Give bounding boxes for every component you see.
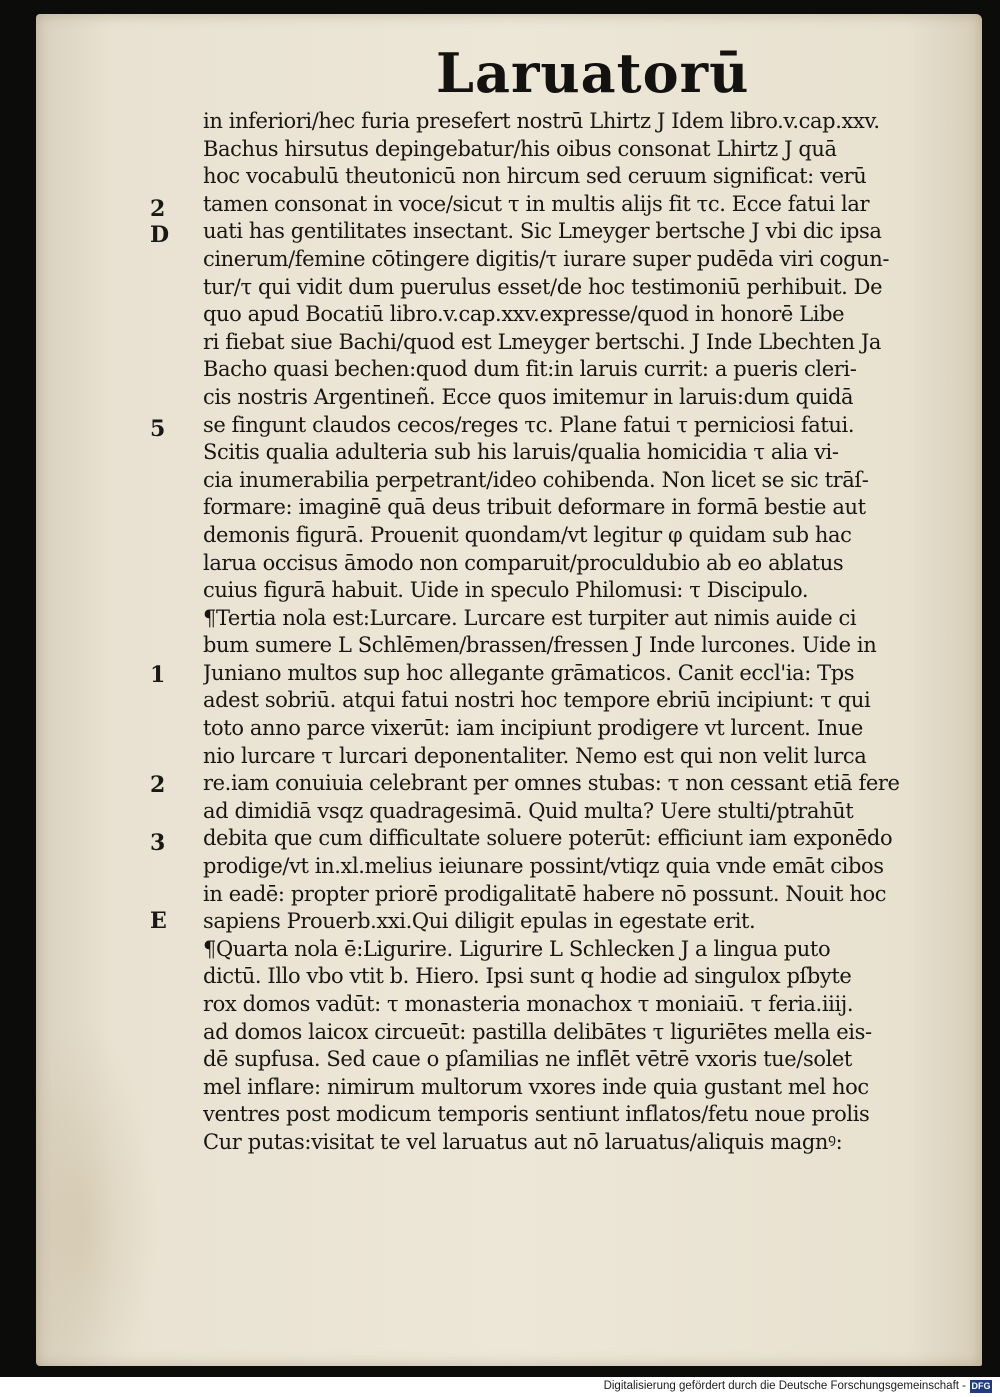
text-line: cinerum/femine cōtingere digitis/τ iurare super pudēda viri cogun- <box>203 246 890 271</box>
text-line: se fingunt claudos cecos/reges τc. Plane fatui τ perniciosi fatui. <box>203 412 855 437</box>
margin-note-3: 5 <box>150 416 166 442</box>
text-line: Bachus hirsutus depingebatur/his oibus consonat Lhirtz J quā <box>203 136 837 161</box>
text-line: Scitis qualia adulteria sub his laruis/qualia homicidia τ alia vi- <box>203 440 839 465</box>
text-line: in inferiori/hec furia presefert nostrū Lhirtz J Idem libro.v.cap.xxv. <box>203 109 880 133</box>
text-line: debita que cum difficultate soluere poterūt: efficiunt iam exponēdo <box>203 826 893 851</box>
text-line: cis nostris Argentineñ. Ecce quos imitemur in laruis:dum quidā <box>203 384 854 409</box>
text-line: rox domos vadūt: τ monasteria monachox τ moniaiū. τ feria.iiij. <box>203 992 854 1016</box>
text-line: mel inflare: nimirum multorum vxores inde quia gustant mel hoc <box>203 1074 869 1099</box>
text-line: hoc vocabulū theutonicū non hircum sed ceruum significat: verū <box>203 164 867 189</box>
text-line: ventres post modicum temporis sentiunt inflatos/fetu noue prolis <box>203 1102 870 1127</box>
text-line: adest sobriū. atqui fatui nostri hoc tempore ebriū incipiunt: τ qui <box>203 688 871 713</box>
text-line: Bacho quasi bechen:quod dum fit:in laruis currit: a pueris cleri- <box>203 357 857 382</box>
text-line: in eadē: propter priorē prodigalitatē habere nō possunt. Nouit hoc <box>203 881 887 906</box>
text-line: re.iam conuiuia celebrant per omnes stubas: τ non cessant etiā fere <box>203 771 900 796</box>
text-line: toto anno parce vixerūt: iam incipiunt prodigere vt lurcent. Inue <box>203 716 863 741</box>
text-line: cuius figurā habuit. Uide in speculo Philomusi: τ Discipulo. <box>203 578 809 603</box>
margin-note-6: 3 <box>150 830 166 856</box>
text-line: Juniano multos sup hoc allegante grāmaticos. Canit eccl'ia: Tps <box>203 660 855 685</box>
margin-note-5: 2 <box>150 772 166 798</box>
text-block <box>203 108 941 1157</box>
margin-note-7: E <box>150 908 167 934</box>
text-line: uati has gentilitates insectant. Sic Lmeyger bertsche J vbi dic ipsa <box>203 219 882 244</box>
text-line: quo apud Bocatiū libro.v.cap.xxv.expresse/quod in honorē Libe <box>203 302 845 327</box>
text-line: cia inumerabilia perpetrant/ideo cohibenda. Non licet se sic trāſ- <box>203 467 869 492</box>
margin-note-1: 2 <box>150 196 166 222</box>
text-line: tamen consonat in voce/sicut τ in multis alijs fit τc. Ecce fatui lar <box>203 191 870 216</box>
text-line: dictū. Illo vbo vtit b. Hiero. Ipsi sunt q hodie ad singulox pſbyte <box>203 964 852 989</box>
margin-note-4: 1 <box>150 662 166 688</box>
text-line: bum sumere L Schlēmen/brassen/fressen J Inde lurcones. Uide in <box>203 633 877 658</box>
running-head: Laruatorū <box>436 41 750 105</box>
text-line: ri fiebat siue Bachi/quod est Lmeyger bertschi. J Inde Lbechten Ja <box>203 329 882 354</box>
text-line: ¶Quarta nola ē:Ligurire. Ligurire L Schlecken J a lingua puto <box>203 936 831 961</box>
text-line: ad domos laicox circueūt: pastilla delibātes τ liguriētes mella eis- <box>203 1019 872 1044</box>
footer-credit: Digitalisierung gefördert durch die Deutsche Forschungsgemeinschaft - <box>603 1380 966 1392</box>
margin-note-2: D <box>150 222 170 248</box>
text-line: tur/τ qui vidit dum puerulus esset/de hoc testimoniū perhibuit. De <box>203 274 883 299</box>
text-line: sapiens Prouerb.xxi.Qui diligit epulas in egestate erit. <box>203 909 756 934</box>
dfg-logo: DFG <box>971 1381 991 1391</box>
text-line: ad dimidiā vsqz quadragesimā. Quid multa? Uere stulti/ptrahūt <box>203 798 854 823</box>
text-line: formare: imaginē quā deus tribuit deformare in formā bestie aut <box>203 495 866 520</box>
text-line: ¶Tertia nola est:Lurcare. Lurcare est turpiter aut nimis auide ci <box>203 605 857 630</box>
text-line: demonis figurā. Prouenit quondam/vt legitur φ quidam sub hac <box>203 522 852 547</box>
text-line: prodige/vt in.xl.melius ieiunare possint/vtiqz quia vnde emāt cibos <box>203 854 884 879</box>
text-line: dē supfusa. Sed caue o pſamilias ne inflēt vētrē vxoris tue/solet <box>203 1047 852 1072</box>
paper-stain <box>36 1020 156 1360</box>
text-line: nio lurcare τ lurcari deponentaliter. Nemo est qui non velit lurca <box>203 743 867 768</box>
text-line: larua occisus āmodo non comparuit/proculdubio ab eo ablatus <box>203 550 844 575</box>
text-line: Cur putas:visitat te vel laruatus aut nō laruatus/aliquis magnꝰ: <box>203 1129 843 1154</box>
